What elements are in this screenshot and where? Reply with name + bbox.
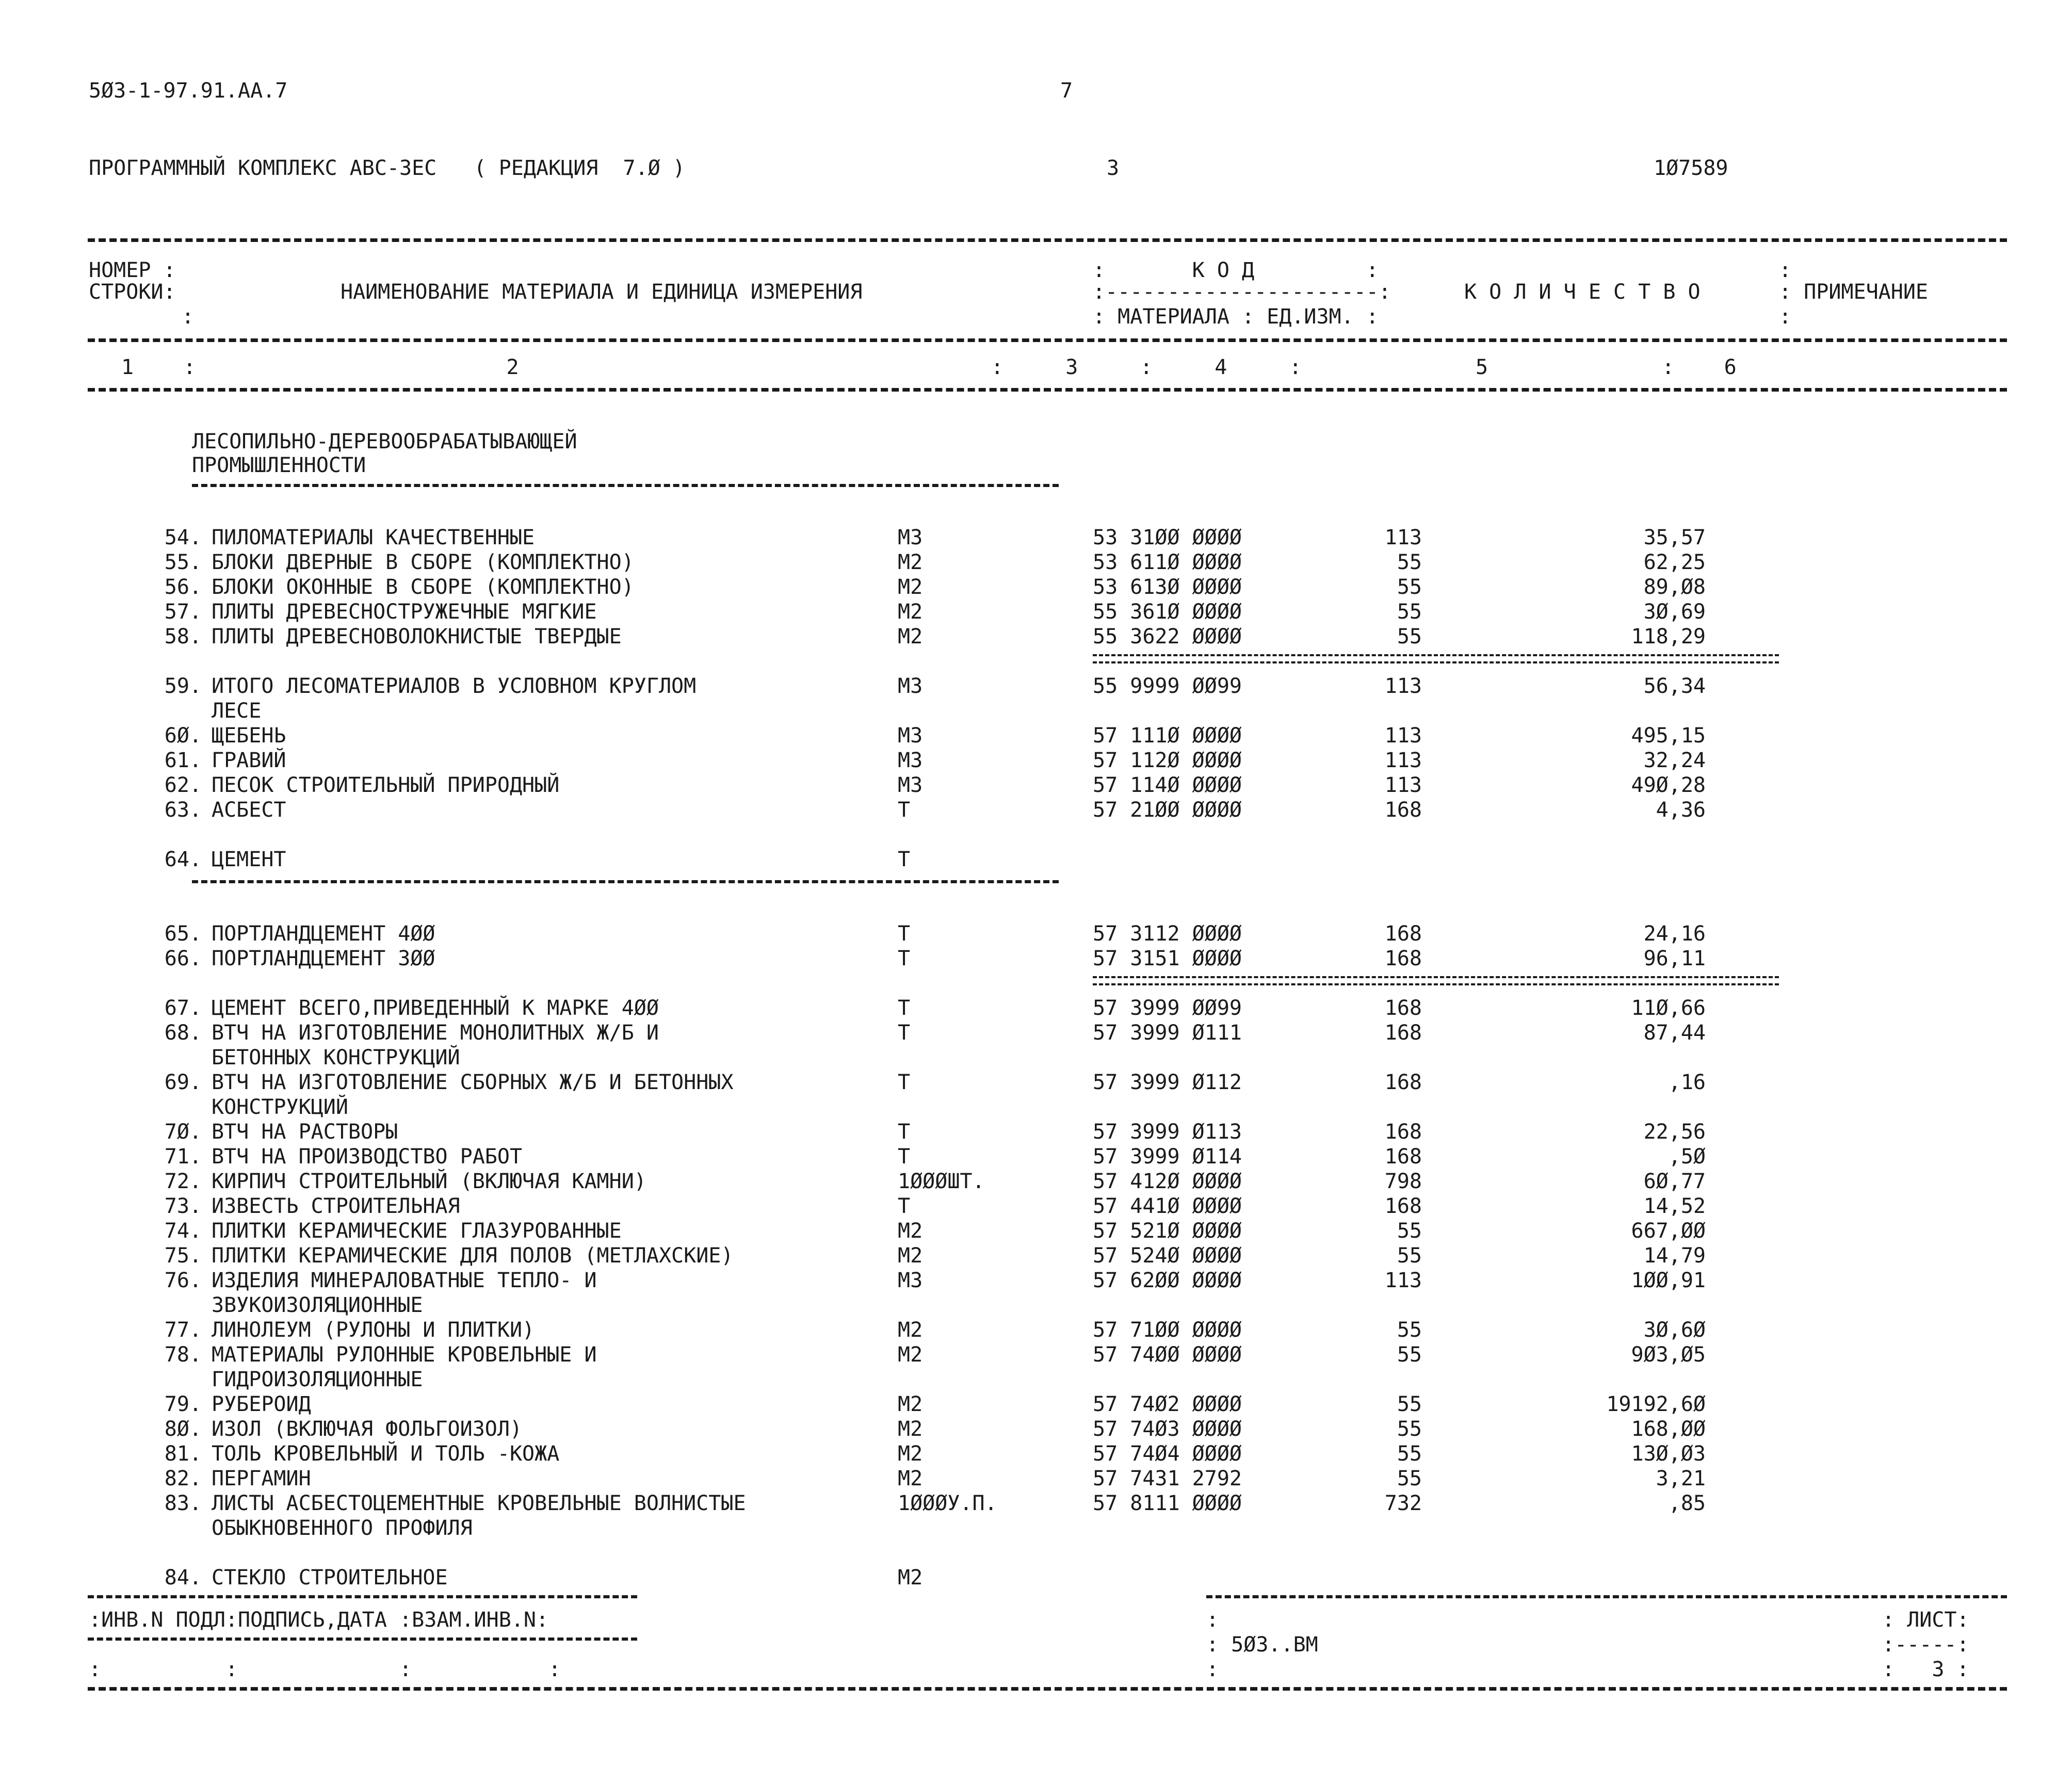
row-number: 83. (164, 1492, 202, 1515)
row-number: 67. (164, 996, 202, 1020)
row-unit-code: 113 (1384, 526, 1422, 549)
row-unit-code: 113 (1384, 749, 1422, 772)
row-number: 82. (164, 1467, 202, 1490)
table-row (0, 1466, 2072, 1491)
row-number: 66. (164, 947, 202, 970)
row-material-code: 53 31ØØ ØØØØ (1093, 526, 1242, 549)
row-number: 59. (164, 674, 202, 698)
page-top-number: 7 (1060, 79, 1073, 103)
table-row (0, 1070, 2072, 1095)
row-unit: М2 (898, 550, 923, 574)
row-number: 62. (164, 773, 202, 797)
header-note: : ПРИМЕЧАНИЕ (1779, 280, 1928, 304)
row-unit-code: 113 (1384, 1269, 1422, 1292)
row-quantity: 14,79 (1643, 1244, 1706, 1268)
section-title-line1: ЛЕСОПИЛЬНО-ДЕРЕВООБРАБАТЫВАЮЩЕЙ (192, 430, 577, 453)
row-material-name-cont: ЛЕСЕ (212, 699, 262, 723)
row-quantity: 62,25 (1643, 550, 1706, 574)
row-quantity: ,5Ø (1668, 1145, 1706, 1169)
row-unit: Т (898, 798, 911, 822)
row-unit: М2 (898, 575, 923, 599)
row-number: 7Ø. (164, 1120, 202, 1144)
row-number: 78. (164, 1343, 202, 1367)
header-bottom-rule (88, 388, 2007, 392)
table-row (0, 1441, 2072, 1466)
row-quantity: 9Ø3,Ø5 (1631, 1343, 1706, 1367)
row-material-name: ПЛИТЫ ДРЕВЕСНОВОЛОКНИСТЫЕ ТВЕРДЫЕ (212, 625, 622, 649)
row-quantity: 11Ø,66 (1631, 996, 1706, 1020)
table-row (0, 1243, 2072, 1268)
header-code-title: : К О Д : (1093, 258, 1379, 282)
row-quantity: 13Ø,Ø3 (1631, 1442, 1706, 1466)
row-material-code: 57 3112 ØØØØ (1093, 922, 1242, 946)
row-material-name: ПИЛОМАТЕРИАЛЫ КАЧЕСТВЕННЫЕ (212, 526, 535, 549)
program-title: ПРОГРАММНЫЙ КОМПЛЕКС АВС-3ЕС ( РЕДАКЦИЯ 7.Ø ) (89, 156, 685, 180)
row-number: 54. (164, 526, 202, 549)
doc-colon-top: : (1206, 1608, 1219, 1632)
row-material-name-cont: ГИДРОИЗОЛЯЦИОННЫЕ (212, 1368, 423, 1391)
row-material-code: 57 112Ø ØØØØ (1093, 749, 1242, 772)
table-row (0, 1194, 2072, 1219)
row-material-code: 57 7431 2792 (1093, 1467, 1242, 1490)
row-material-code: 57 74Ø2 ØØØØ (1093, 1392, 1242, 1416)
row-material-code: 57 524Ø ØØØØ (1093, 1244, 1242, 1268)
table-row (0, 624, 2072, 649)
row-material-code: 57 114Ø ØØØØ (1093, 773, 1242, 797)
header-quantity: К О Л И Ч Е С Т В О (1464, 280, 1701, 304)
row-material-code: 57 3999 Ø114 (1093, 1145, 1242, 1169)
row-quantity: 1ØØ,91 (1631, 1269, 1706, 1292)
row-material-name: БЛОКИ ОКОННЫЕ В СБОРЕ (КОМПЛЕКТНО) (212, 575, 634, 599)
row-quantity: 3Ø,69 (1643, 600, 1706, 624)
row-material-code: 57 3999 ØØ99 (1093, 996, 1242, 1020)
row-unit-code: 168 (1384, 1021, 1422, 1045)
row-material-code: 57 111Ø ØØØØ (1093, 724, 1242, 748)
row-unit-code: 168 (1384, 947, 1422, 970)
row-material-name: ТОЛЬ КРОВЕЛЬНЫЙ И ТОЛЬ -КОЖА (212, 1442, 560, 1466)
row-material-code: 57 74ØØ ØØØØ (1093, 1343, 1242, 1367)
row-number: 64. (164, 848, 202, 871)
table-row (0, 1169, 2072, 1194)
stamp-header: :ИНВ.N ПОДЛ:ПОДПИСЬ,ДАТА :ВЗАМ.ИНВ.N: (89, 1608, 549, 1632)
row-number: 71. (164, 1145, 202, 1169)
row-unit-code: 55 (1397, 625, 1422, 649)
row-unit: М2 (898, 1417, 923, 1441)
row-material-name: ЛИНОЛЕУМ (РУЛОНЫ И ПЛИТКИ) (212, 1318, 535, 1342)
subtotal-double-rule (1093, 976, 1779, 985)
row-material-code: 57 3151 ØØØØ (1093, 947, 1242, 970)
row-unit: М2 (898, 1442, 923, 1466)
row-material-code: 57 3999 Ø112 (1093, 1071, 1242, 1094)
row-number: 63. (164, 798, 202, 822)
row-material-name: ПОРТЛАНДЦЕМЕНТ 3ØØ (212, 947, 435, 970)
table-row (0, 946, 2072, 971)
row-unit-code: 55 (1397, 1392, 1422, 1416)
table-row (0, 1120, 2072, 1144)
row-number: 58. (164, 625, 202, 649)
sheet-number: : 3 : (1882, 1658, 1969, 1681)
row-material-code: 55 9999 ØØ99 (1093, 674, 1242, 698)
row-unit: Т (898, 1194, 911, 1218)
row-material-code: 57 62ØØ ØØØØ (1093, 1269, 1242, 1292)
row-unit-code: 113 (1384, 674, 1422, 698)
row-number: 72. (164, 1170, 202, 1193)
row-number: 57. (164, 600, 202, 624)
row-unit-code: 55 (1397, 1467, 1422, 1490)
row-material-code: 57 441Ø ØØØØ (1093, 1194, 1242, 1218)
row-material-name-cont: ЗВУКОИЗОЛЯЦИОННЫЕ (212, 1293, 423, 1317)
header-mid-rule (88, 338, 2007, 342)
row-material-name: БЛОКИ ДВЕРНЫЕ В СБОРЕ (КОМПЛЕКТНО) (212, 550, 634, 574)
doc-box-top-rule (1206, 1595, 2007, 1598)
row-unit: Т (898, 1071, 911, 1094)
header-code-sub: : МАТЕРИАЛА : ЕД.ИЗМ. : (1093, 305, 1379, 329)
row-unit: Т (898, 996, 911, 1020)
row-unit: М2 (898, 625, 923, 649)
footer-bottom-rule (88, 1687, 2007, 1691)
row-material-name: РУБЕРОИД (212, 1392, 311, 1416)
table-row (0, 674, 2072, 699)
row-material-code: 55 3622 ØØØØ (1093, 625, 1242, 649)
row-quantity: 667,ØØ (1631, 1219, 1706, 1243)
header-col2-title: НАИМЕНОВАНИЕ МАТЕРИАЛА И ЕДИНИЦА ИЗМЕРЕНИЯ (341, 280, 863, 304)
row-material-code: 57 71ØØ ØØØØ (1093, 1318, 1242, 1342)
row-material-name: ИЗВЕСТЬ СТРОИТЕЛЬНАЯ (212, 1194, 460, 1218)
row-unit: 1ØØØУ.П. (898, 1492, 997, 1515)
table-row (0, 798, 2072, 822)
table-row (0, 1491, 2072, 1516)
stamp-top-rule (88, 1595, 637, 1598)
row-unit: М2 (898, 1244, 923, 1268)
sheet-label: : ЛИСТ: (1882, 1608, 1969, 1632)
row-unit: М2 (898, 1318, 923, 1342)
row-unit: М3 (898, 724, 923, 748)
table-row (0, 550, 2072, 575)
row-number: 6Ø. (164, 724, 202, 748)
row-unit: М3 (898, 773, 923, 797)
row-material-code: 57 21ØØ ØØØØ (1093, 798, 1242, 822)
table-row (0, 1392, 2072, 1417)
row-unit: 1ØØØШТ. (898, 1170, 985, 1193)
header-code-divider: :----------------------: (1093, 280, 1391, 304)
row-material-code: 57 3999 Ø113 (1093, 1120, 1242, 1144)
table-row (0, 1318, 2072, 1342)
row-material-name: ВТЧ НА ИЗГОТОВЛЕНИЕ МОНОЛИТНЫХ Ж/Б И (212, 1021, 659, 1045)
row-quantity: 3,21 (1656, 1467, 1706, 1490)
row-quantity: 89,Ø8 (1643, 575, 1706, 599)
table-row (0, 1144, 2072, 1169)
row-material-code: 53 611Ø ØØØØ (1093, 550, 1242, 574)
row-unit-code: 168 (1384, 1145, 1422, 1169)
row-material-name: ЦЕМЕНТ ВСЕГО,ПРИВЕДЕННЫЙ К МАРКЕ 4ØØ (212, 996, 659, 1020)
row-material-name: ЦЕМЕНТ (212, 848, 286, 871)
header-col1-line3: : (182, 305, 195, 329)
row-unit: Т (898, 1145, 911, 1169)
row-number: 74. (164, 1219, 202, 1243)
row-unit: Т (898, 922, 911, 946)
row-unit-code: 168 (1384, 922, 1422, 946)
row-material-name: ВТЧ НА ИЗГОТОВЛЕНИЕ СБОРНЫХ Ж/Б И БЕТОННЫХ (212, 1071, 734, 1094)
row-number: 73. (164, 1194, 202, 1218)
row-number: 76. (164, 1269, 202, 1292)
row-number: 61. (164, 749, 202, 772)
header-top-rule (88, 238, 2007, 242)
row-unit-code: 732 (1384, 1492, 1422, 1515)
row-unit: М3 (898, 526, 923, 549)
row-unit-code: 168 (1384, 996, 1422, 1020)
row-unit: М2 (898, 1392, 923, 1416)
row-material-name: СТЕКЛО СТРОИТЕЛЬНОЕ (212, 1566, 448, 1590)
row-material-code: 57 412Ø ØØØØ (1093, 1170, 1242, 1193)
row-quantity: ,85 (1668, 1492, 1706, 1515)
row-unit-code: 55 (1397, 550, 1422, 574)
row-unit-code: 55 (1397, 1219, 1422, 1243)
row-unit-code: 55 (1397, 1442, 1422, 1466)
row-unit-code: 55 (1397, 1244, 1422, 1268)
row-unit-code: 798 (1384, 1170, 1422, 1193)
row-unit-code: 113 (1384, 773, 1422, 797)
row-quantity: 4,36 (1656, 798, 1706, 822)
table-row (0, 921, 2072, 946)
table-row (0, 575, 2072, 599)
row-unit: М2 (898, 1467, 923, 1490)
stamp-mid-rule (88, 1638, 637, 1641)
sheet-divider: :-----: (1882, 1633, 1969, 1657)
row-material-code: 57 8111 ØØØØ (1093, 1492, 1242, 1515)
row-material-name: ИТОГО ЛЕСОМАТЕРИАЛОВ В УСЛОВНОМ КРУГЛОМ (212, 674, 697, 698)
row-unit-code: 168 (1384, 798, 1422, 822)
row-material-name: ПЛИТКИ КЕРАМИЧЕСКИЕ ГЛАЗУРОВАННЫЕ (212, 1219, 622, 1243)
table-row (0, 1020, 2072, 1045)
row-unit: Т (898, 947, 911, 970)
row-number: 81. (164, 1442, 202, 1466)
row-material-name-cont: КОНСТРУКЦИЙ (212, 1095, 348, 1119)
row-unit-code: 168 (1384, 1071, 1422, 1094)
header-col1-line1: НОМЕР : (89, 258, 176, 282)
row-material-code: 57 74Ø3 ØØØØ (1093, 1417, 1242, 1441)
program-page: 3 (1107, 156, 1120, 180)
table-row (0, 525, 2072, 550)
row-material-name: ИЗОЛ (ВКЛЮЧАЯ ФОЛЬГОИЗОЛ) (212, 1417, 523, 1441)
row-unit: М3 (898, 674, 923, 698)
row-material-code: 57 521Ø ØØØØ (1093, 1219, 1242, 1243)
row-quantity: 32,24 (1643, 749, 1706, 772)
row-material-name: ЛИСТЫ АСБЕСТОЦЕМЕНТНЫЕ КРОВЕЛЬНЫЕ ВОЛНИСТЫЕ (212, 1492, 746, 1515)
row-unit-code: 55 (1397, 1318, 1422, 1342)
table-row (0, 599, 2072, 624)
row-quantity: ,16 (1668, 1071, 1706, 1094)
row-material-name: ПЕСОК СТРОИТЕЛЬНЫЙ ПРИРОДНЫЙ (212, 773, 560, 797)
row-number: 65. (164, 922, 202, 946)
doc-colon-bottom: : (1206, 1658, 1219, 1681)
row-quantity: 24,16 (1643, 922, 1706, 946)
row-material-name: МАТЕРИАЛЫ РУЛОННЫЕ КРОВЕЛЬНЫЕ И (212, 1343, 597, 1367)
row-quantity: 168,ØØ (1631, 1417, 1706, 1441)
row-number: 68. (164, 1021, 202, 1045)
header-col6-sep-bot: : (1779, 305, 1792, 329)
section-title-line2: ПРОМЫШЛЕННОСТИ (192, 453, 366, 477)
row-quantity: 118,29 (1631, 625, 1706, 649)
group-rule (192, 880, 1059, 883)
row-quantity: 3Ø,6Ø (1643, 1318, 1706, 1342)
row-number: 75. (164, 1244, 202, 1268)
row-material-name: АСБЕСТ (212, 798, 286, 822)
row-number: 77. (164, 1318, 202, 1342)
row-quantity: 35,57 (1643, 526, 1706, 549)
document-code: 5Ø3-1-97.91.АА.7 (89, 79, 288, 103)
row-number: 8Ø. (164, 1417, 202, 1441)
table-row (0, 1268, 2072, 1293)
row-unit-code: 55 (1397, 600, 1422, 624)
section-rule (192, 484, 1059, 487)
row-unit: Т (898, 848, 911, 871)
row-quantity: 19192,6Ø (1606, 1392, 1706, 1416)
row-quantity: 56,34 (1643, 674, 1706, 698)
row-number: 55. (164, 550, 202, 574)
subtotal-double-rule (1093, 654, 1779, 663)
row-unit: М3 (898, 749, 923, 772)
stamp-cells: : : : : (89, 1658, 561, 1681)
row-quantity: 495,15 (1631, 724, 1706, 748)
table-row (0, 723, 2072, 748)
row-number: 69. (164, 1071, 202, 1094)
row-material-name: ВТЧ НА ПРОИЗВОДСТВО РАБОТ (212, 1145, 523, 1169)
row-material-name: ПЛИТКИ КЕРАМИЧЕСКИЕ ДЛЯ ПОЛОВ (МЕТЛАХСКИЕ) (212, 1244, 734, 1268)
row-number: 84. (164, 1566, 202, 1590)
row-quantity: 87,44 (1643, 1021, 1706, 1045)
row-unit-code: 55 (1397, 1343, 1422, 1367)
row-quantity: 14,52 (1643, 1194, 1706, 1218)
row-material-name: ПЕРГАМИН (212, 1467, 311, 1490)
row-unit-code: 55 (1397, 1417, 1422, 1441)
row-material-code: 55 361Ø ØØØØ (1093, 600, 1242, 624)
header-col6-sep-top: : (1779, 258, 1792, 282)
table-row (0, 748, 2072, 773)
row-material-name: ПОРТЛАНДЦЕМЕНТ 4ØØ (212, 922, 435, 946)
row-material-code: 57 3999 Ø111 (1093, 1021, 1242, 1045)
row-material-name-cont: БЕТОННЫХ КОНСТРУКЦИЙ (212, 1046, 460, 1069)
header-column-numbers: 1 : 2 : 3 : 4 : 5 : 6 (121, 355, 1737, 379)
row-unit: М2 (898, 600, 923, 624)
row-material-name: ПЛИТЫ ДРЕВЕСНОСТРУЖЕЧНЫЕ МЯГКИЕ (212, 600, 597, 624)
row-quantity: 49Ø,28 (1631, 773, 1706, 797)
header-col1-line2: СТРОКИ: (89, 280, 176, 304)
row-unit-code: 168 (1384, 1120, 1422, 1144)
row-quantity: 22,56 (1643, 1120, 1706, 1144)
row-unit: М2 (898, 1343, 923, 1367)
row-unit: М2 (898, 1219, 923, 1243)
row-material-name: ВТЧ НА РАСТВОРЫ (212, 1120, 398, 1144)
row-unit: Т (898, 1120, 911, 1144)
row-material-name-cont: ОБЫКНОВЕННОГО ПРОФИЛЯ (212, 1516, 473, 1540)
table-row (0, 1565, 2072, 1590)
doc-reference: : 5Ø3..ВМ (1206, 1633, 1318, 1657)
table-row (0, 1219, 2072, 1243)
row-unit: М3 (898, 1269, 923, 1292)
row-quantity: 6Ø,77 (1643, 1170, 1706, 1193)
row-material-name: ЩЕБЕНЬ (212, 724, 286, 748)
row-material-name: ГРАВИЙ (212, 749, 286, 772)
row-material-name: КИРПИЧ СТРОИТЕЛЬНЫЙ (ВКЛЮЧАЯ КАМНИ) (212, 1170, 646, 1193)
row-unit: Т (898, 1021, 911, 1045)
row-material-code: 53 613Ø ØØØØ (1093, 575, 1242, 599)
row-unit-code: 55 (1397, 575, 1422, 599)
table-row-group-heading (0, 847, 2072, 872)
row-quantity: 96,11 (1643, 947, 1706, 970)
row-material-name: ИЗДЕЛИЯ МИНЕРАЛОВАТНЫЕ ТЕПЛО- И (212, 1269, 597, 1292)
table-row (0, 1342, 2072, 1367)
program-id: 1Ø7589 (1654, 156, 1728, 180)
table-row (0, 773, 2072, 798)
row-number: 79. (164, 1392, 202, 1416)
row-number: 56. (164, 575, 202, 599)
row-unit: М2 (898, 1566, 923, 1590)
row-material-code: 57 74Ø4 ØØØØ (1093, 1442, 1242, 1466)
row-unit-code: 168 (1384, 1194, 1422, 1218)
table-row (0, 996, 2072, 1020)
table-row (0, 1417, 2072, 1441)
row-unit-code: 113 (1384, 724, 1422, 748)
